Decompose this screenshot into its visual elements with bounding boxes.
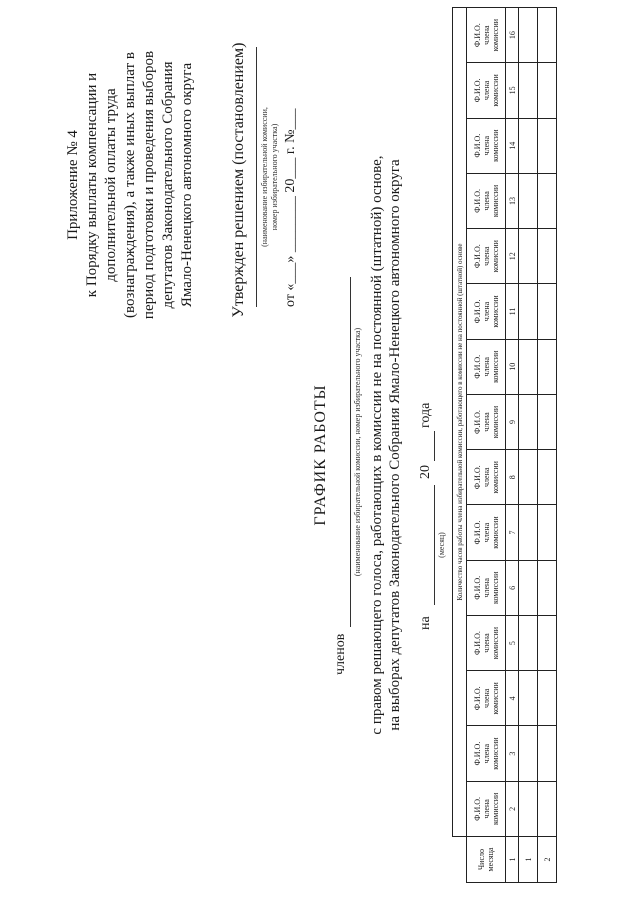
hours-cell[interactable]	[519, 615, 538, 670]
column-number: 8	[506, 450, 519, 505]
column-number: 13	[506, 173, 519, 228]
column-number: 15	[506, 63, 519, 118]
column-number: 7	[506, 505, 519, 560]
members-note: (наименование избирательной комиссии, номер избирательного участка)	[353, 327, 362, 577]
member-column-header	[467, 450, 506, 505]
hours-cell[interactable]	[519, 284, 538, 339]
hours-cell[interactable]	[519, 118, 538, 173]
column-number: 10	[506, 339, 519, 394]
member-header-text: комиссии	[490, 295, 500, 328]
hours-cell[interactable]	[538, 450, 557, 505]
column-number: 3	[506, 726, 519, 781]
hours-cell[interactable]	[538, 284, 557, 339]
hours-cell[interactable]	[519, 560, 538, 615]
member-column-header	[467, 781, 506, 836]
day-column-header: Число месяца	[467, 837, 506, 883]
appendix-title: Приложение № 4	[65, 130, 81, 240]
member-header-text: Ф.И.О.	[472, 189, 482, 213]
hours-cell[interactable]	[519, 450, 538, 505]
member-column-header	[467, 229, 506, 284]
month-blank-line	[434, 485, 435, 605]
member-column-header	[467, 505, 506, 560]
member-header-text: Ф.И.О.	[472, 686, 482, 711]
column-number: 16	[506, 8, 519, 63]
table-caption-row	[453, 8, 467, 883]
member-header-text: члена	[481, 412, 491, 432]
member-column-header	[467, 394, 506, 449]
member-header-text: члена	[481, 633, 491, 653]
column-number: 4	[506, 671, 519, 726]
member-header-text: члена	[481, 357, 491, 377]
hours-cell[interactable]	[519, 671, 538, 726]
column-number: 12	[506, 229, 519, 284]
hours-cell[interactable]	[538, 229, 557, 284]
member-header-text: Ф.И.О.	[472, 741, 482, 766]
year-suffix: года	[418, 402, 433, 428]
hours-cell[interactable]	[519, 726, 538, 781]
month-note: (месяц)	[437, 532, 446, 558]
member-header-text: комиссии	[490, 516, 500, 549]
month-prefix: на	[418, 616, 433, 630]
member-header-text: Ф.И.О.	[472, 631, 482, 656]
member-column-header	[467, 560, 506, 615]
description-line2: на выборах депутатов Законодательного Собрания Ямало-Ненецкого автономного округа	[387, 159, 403, 731]
day-number: 1	[519, 837, 538, 883]
approval-note-line2: номер избирательного участка)	[270, 123, 279, 231]
column-number: 5	[506, 615, 519, 670]
member-column-header	[467, 615, 506, 670]
member-column-header	[467, 118, 506, 173]
hours-cell[interactable]	[519, 8, 538, 63]
approval-note	[260, 47, 280, 307]
schedule-table-body	[453, 8, 557, 883]
hours-cell[interactable]	[538, 173, 557, 228]
appendix-line: Ямало-Ненецкого автономного округа	[179, 62, 195, 308]
hours-cell[interactable]	[538, 394, 557, 449]
page-title: ГРАФИК РАБОТЫ	[312, 384, 329, 526]
member-header-text: Ф.И.О.	[472, 78, 482, 103]
hours-cell[interactable]	[519, 63, 538, 118]
member-header-text: комиссии	[490, 626, 500, 660]
day-number: 2	[538, 837, 557, 883]
member-header-text: комиссии	[490, 18, 500, 52]
hours-cell[interactable]	[538, 615, 557, 670]
member-column-header	[467, 8, 506, 63]
approval-blank-line	[256, 47, 257, 307]
table-header-row	[467, 8, 506, 883]
member-header-text: члена	[481, 688, 491, 709]
hours-cell[interactable]	[538, 118, 557, 173]
hours-cell[interactable]	[538, 726, 557, 781]
members-blank-line	[350, 277, 351, 627]
column-number-row	[506, 8, 519, 883]
hours-cell[interactable]	[519, 229, 538, 284]
member-header-text: Ф.И.О.	[472, 520, 482, 545]
member-header-text: члена	[481, 522, 491, 543]
member-header-text: Ф.И.О.	[472, 575, 482, 600]
appendix-line: дополнительной оплаты труда	[103, 88, 119, 282]
member-header-text: члена	[481, 135, 491, 156]
member-header-text: члена	[481, 467, 491, 487]
member-header-text: Ф.И.О.	[472, 299, 482, 324]
members-label: членов	[333, 633, 348, 675]
hours-cell[interactable]	[538, 781, 557, 836]
hours-cell[interactable]	[519, 394, 538, 449]
member-header-text: комиссии	[490, 405, 500, 439]
appendix-line: (вознаграждения), а также иных выплат в	[122, 52, 138, 318]
member-column-header	[467, 671, 506, 726]
member-header-text: члена	[481, 743, 491, 764]
hours-cell[interactable]	[538, 63, 557, 118]
column-number: 1	[506, 837, 519, 883]
member-header-text: члена	[481, 799, 491, 819]
hours-cell[interactable]	[538, 671, 557, 726]
appendix-line: депутатов Законодательного Собрания	[160, 61, 176, 309]
member-header-text: Ф.И.О.	[472, 23, 482, 48]
member-header-text: комиссии	[490, 792, 500, 826]
member-header-text: члена	[481, 25, 491, 45]
column-number: 6	[506, 560, 519, 615]
table-caption-spacer	[453, 837, 467, 883]
member-header-text: комиссии	[490, 184, 500, 218]
table-row	[519, 8, 538, 883]
member-header-text: комиссии	[490, 737, 500, 770]
hours-cell[interactable]	[519, 173, 538, 228]
member-header-text: комиссии	[490, 571, 500, 604]
appendix-header	[64, 25, 197, 345]
member-header-text: члена	[481, 246, 491, 266]
member-column-header	[467, 284, 506, 339]
member-header-text: члена	[481, 578, 491, 598]
hours-cell[interactable]	[538, 339, 557, 394]
column-number: 11	[506, 284, 519, 339]
appendix-line: период подготовки и проведения выборов	[141, 50, 157, 320]
schedule-table	[452, 7, 557, 883]
member-header-text: члена	[481, 80, 491, 101]
hours-cell[interactable]	[519, 781, 538, 836]
member-header-text: комиссии	[490, 240, 500, 273]
hours-cell[interactable]	[538, 560, 557, 615]
member-header-text: комиссии	[490, 74, 500, 107]
member-header-text: Ф.И.О.	[472, 410, 482, 434]
member-column-header	[467, 726, 506, 781]
member-header-text: комиссии	[490, 682, 500, 715]
member-column-header	[467, 63, 506, 118]
approval-note-line1: (наименование избирательной комиссии,	[260, 107, 269, 247]
member-column-header	[467, 173, 506, 228]
member-header-text: Ф.И.О.	[472, 354, 482, 379]
member-column-header	[467, 339, 506, 394]
hours-cell[interactable]	[519, 505, 538, 560]
member-header-text: комиссии	[490, 129, 500, 162]
approval-title: Утвержден решением (постановлением)	[230, 42, 247, 318]
member-header-text: Ф.И.О.	[472, 244, 482, 269]
column-number: 2	[506, 781, 519, 836]
member-header-text: Ф.И.О.	[472, 133, 482, 158]
member-header-text: комиссии	[490, 461, 500, 494]
member-header-text: комиссии	[490, 350, 500, 383]
hours-cell[interactable]	[519, 339, 538, 394]
member-header-text: члена	[481, 191, 491, 211]
column-number: 14	[506, 118, 519, 173]
table-caption: Количество часов работы члена избирательной комиссии, работающего в комиссии не на постоянной (штатной) основе	[453, 8, 467, 837]
description-line1: с правом решающего голоса, работающих в комиссии не на постоянной (штатной) основе,	[369, 155, 385, 735]
schedule-description	[368, 45, 404, 845]
year-prefix: 20	[418, 465, 433, 479]
year-blank-line	[434, 431, 435, 461]
appendix-line: к Порядку выплаты компенсации и	[84, 72, 100, 298]
table-row	[538, 8, 557, 883]
hours-cell[interactable]	[538, 505, 557, 560]
approval-date-line: от «___» ________ 20___ г. №___	[283, 108, 298, 307]
hours-cell[interactable]	[538, 8, 557, 63]
member-header-text: Ф.И.О.	[472, 465, 482, 490]
column-number: 9	[506, 394, 519, 449]
member-header-text: члена	[481, 301, 491, 322]
member-header-text: Ф.И.О.	[472, 796, 482, 821]
